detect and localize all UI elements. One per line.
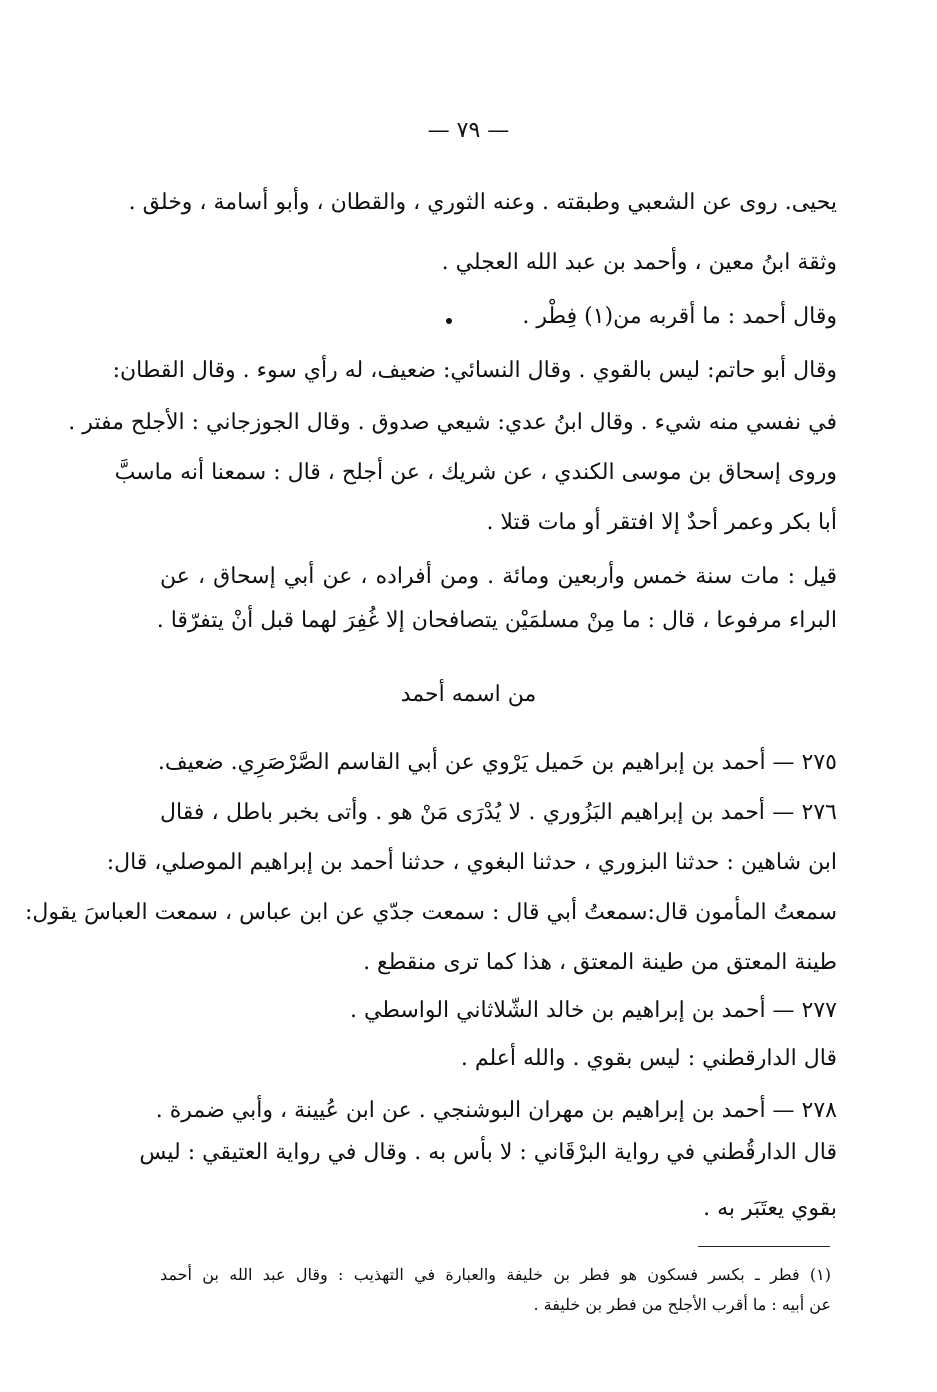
entry-line: طينة المعتق من طينة المعتق ، هذا كما ترى منقطع .	[363, 950, 837, 975]
entry-line: قال الدارقُطني في رواية البرْقَاني : لا بأس به . وقال في رواية العتيقي : ليس	[139, 1140, 837, 1165]
entry-line: ابن شاهين : حدثنا البزوري ، حدثنا البغوي ، حدثنا أحمد بن إبراهيم الموصلي، قال:	[106, 850, 837, 875]
page-number: — ٧٩ —	[427, 118, 510, 143]
text-line: يحيى. روى عن الشعبي وطبقته . وعنه الثوري ، والقطان ، وأبو أسامة ، وخلق .	[128, 190, 837, 215]
text-line: وقال أبو حاتم: ليس بالقوي . وقال النسائي: ضعيف، له رأي سوء . وقال القطان:	[112, 358, 837, 383]
text-line: وقال أحمد : ما أقربه من(١) فِطْر .	[522, 304, 837, 329]
footnote-line: عن أبيه : ما أقرب الأجلح من فطر بن خليفة .	[533, 1295, 831, 1314]
text-line: وروى إسحاق بن موسى الكندي ، عن شريك ، عن أجلح ، قال : سمعنا أنه ماسبَّ	[114, 460, 837, 485]
section-heading: من اسمه أحمد	[400, 682, 537, 707]
text-line: قيل : مات سنة خمس وأربعين ومائة . ومن أفراده ، عن أبي إسحاق ، عن	[160, 564, 837, 589]
entry-line: ٢٧٦ — أحمد بن إبراهيم البَزُوري . لا يُدْرَى مَنْ هو . وأتى بخبر باطل ، فقال	[160, 800, 837, 825]
footnote-line: (١) فطر ـ بكسر فسكون هو فطر بن خليفة والعبارة في التهذيب : وقال عبد الله بن أحمد	[160, 1265, 831, 1284]
entry-line: ٢٧٥ — أحمد بن إبراهيم بن حَميل يَرْوي عن أبي القاسم الصَّرْصَرِي. ضعيف.	[157, 750, 837, 775]
entry-line: بقوي يعتَبَر به .	[703, 1196, 837, 1221]
text-line: أبا بكر وعمر أحدٌ إلا افتقر أو مات قتلا .	[486, 510, 837, 535]
entry-line: ٢٧٧ — أحمد بن إبراهيم بن خالد الشّلاثاني الواسطي .	[350, 998, 837, 1023]
text-line: البراء مرفوعا ، قال : ما مِنْ مسلمَيْن يتصافحان إلا غُفِرَ لهما قبل أنْ يتفرّقا .	[156, 608, 837, 633]
entry-line: ٢٧٨ — أحمد بن إبراهيم بن مهران البوشنجي . عن ابن عُيينة ، وأبي ضمرة .	[155, 1098, 837, 1123]
text-line: وثقة ابنُ معين ، وأحمد بن عبد الله العجلي .	[441, 250, 837, 275]
entry-line: سمعتُ المأمون قال:سمعتُ أبي قال : سمعت جدّي عن ابن عباس ، سمعت العباسَ يقول:	[24, 900, 837, 925]
footnote-divider	[698, 1246, 830, 1247]
ink-dot	[446, 318, 452, 324]
text-line: في نفسي منه شيء . وقال ابنُ عدي: شيعي صدوق . وقال الجوزجاني : الأجلح مفتر .	[68, 410, 837, 435]
entry-line: قال الدارقطني : ليس بقوي . والله أعلم .	[460, 1046, 837, 1071]
